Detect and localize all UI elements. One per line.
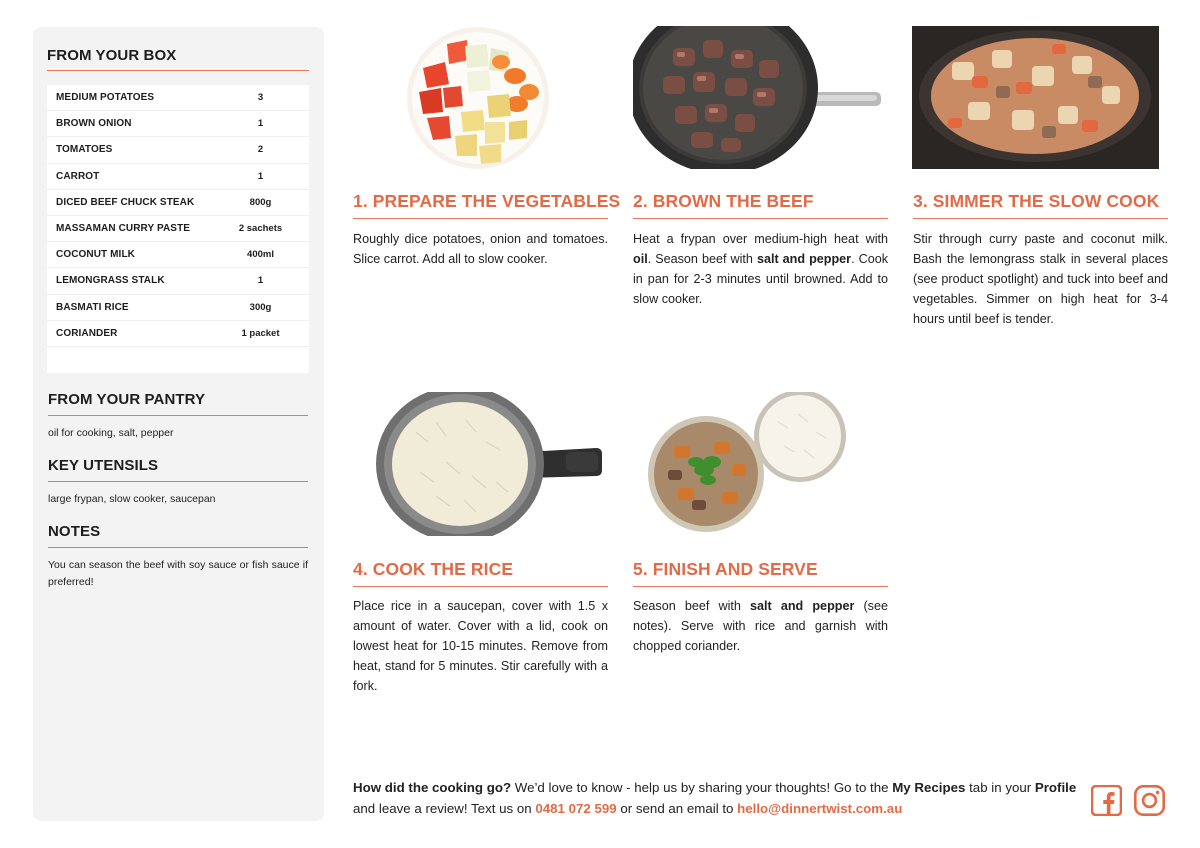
- sidebar: [33, 27, 324, 821]
- footer-text: We’d love to know - help us by sharing your thoughts! Go to the: [511, 780, 893, 795]
- ingredient-name: MASSAMAN CURRY PASTE: [56, 223, 191, 235]
- step-1-instructions: [353, 229, 608, 269]
- divider: [47, 70, 309, 71]
- rice-saucepan-photo: [376, 392, 602, 536]
- ingredient-name: TOMATOES: [56, 144, 113, 156]
- ingredient-qty: 1: [257, 170, 264, 182]
- ingredient-row: [47, 242, 309, 268]
- ingredient-row: [47, 190, 309, 216]
- divider: [353, 218, 608, 219]
- phone-link[interactable]: 0481 072 599: [535, 801, 617, 816]
- footer-text: and leave a review! Text us on: [353, 801, 536, 816]
- slow-cooker-photo: [912, 26, 1159, 169]
- ingredient-name: CARROT: [56, 170, 100, 182]
- step-text: Season beef with: [633, 599, 751, 613]
- step-3-instructions: [913, 229, 1168, 329]
- ingredient-qty: 2 sachets: [238, 223, 283, 235]
- ingredient-qty: 1 packet: [241, 327, 280, 339]
- step-text: Stir through curry paste and coconut milk. Bash the lemongrass stalk in several places (see product spotlight) and tuck into beef and vegetables. Simmer on high heat for 3-4 hours until beef is tender.: [913, 232, 1168, 326]
- divider: [48, 415, 308, 416]
- ingredient-row: [47, 164, 309, 190]
- ingredient-row: [47, 137, 309, 163]
- ingredient-qty: 3: [257, 92, 264, 104]
- ingredient-qty: 800g: [249, 196, 272, 208]
- ingredient-name: BASMATI RICE: [56, 301, 129, 313]
- beef-frypan-photo: [633, 26, 881, 169]
- ingredient-qty: 1: [257, 118, 264, 130]
- step-ingredient-emphasis: oil: [633, 252, 648, 266]
- ingredient-row: [47, 216, 309, 242]
- facebook-icon[interactable]: [1091, 785, 1122, 816]
- step-text: . Season beef with: [647, 252, 757, 266]
- step-ingredient-emphasis: salt and pepper: [750, 599, 855, 613]
- ingredient-qty: 400ml: [247, 249, 274, 261]
- my-recipes-link[interactable]: My Recipes: [892, 780, 966, 795]
- step-ingredient-emphasis: salt and pepper: [756, 252, 852, 266]
- notes-section: [48, 523, 308, 590]
- ingredient-row: [47, 321, 309, 347]
- step-4-title: 4. COOK THE RICE: [353, 559, 514, 579]
- from-your-box-section: [47, 47, 309, 71]
- chopped-vegetables-photo: [405, 26, 552, 170]
- ingredient-qty: 1: [257, 275, 264, 287]
- divider: [913, 218, 1168, 219]
- notes-text: You can season the beef with soy sauce or fish sauce if preferred!: [48, 559, 308, 588]
- ingredient-name: BROWN ONION: [56, 118, 132, 130]
- feedback-footer: [353, 777, 1078, 819]
- from-your-box-heading: FROM YOUR BOX: [47, 47, 177, 64]
- ingredient-name: COCONUT MILK: [56, 249, 135, 261]
- step-5-instructions: [633, 596, 888, 656]
- utensils-section: [48, 457, 308, 508]
- footer-text: tab in your: [965, 780, 1035, 795]
- ingredients-table: [47, 85, 309, 373]
- pantry-heading: FROM YOUR PANTRY: [48, 391, 206, 408]
- step-text: Roughly dice potatoes, onion and tomatoes. Slice carrot. Add all to slow cooker.: [353, 232, 608, 266]
- divider: [633, 218, 888, 219]
- notes-heading: NOTES: [48, 523, 101, 540]
- step-2-title: 2. BROWN THE BEEF: [633, 191, 814, 211]
- ingredient-qty: 2: [257, 144, 264, 156]
- ingredient-name: MEDIUM POTATOES: [56, 92, 155, 104]
- ingredient-name: CORIANDER: [56, 327, 118, 339]
- step-text: . Cook in pan for 2-3 minutes until browned. Add to slow cooker.: [633, 252, 889, 306]
- ingredient-row: [47, 295, 309, 321]
- step-3-title: 3. SIMMER THE SLOW COOK: [913, 191, 1160, 211]
- divider: [48, 481, 308, 482]
- profile-link[interactable]: Profile: [1034, 780, 1077, 795]
- email-link[interactable]: hello@dinnertwist.com.au: [737, 801, 903, 816]
- step-5-title: 5. FINISH AND SERVE: [633, 559, 818, 579]
- ingredient-qty: 300g: [249, 301, 272, 313]
- step-4-instructions: [353, 596, 608, 696]
- feedback-question: How did the cooking go?: [353, 780, 512, 795]
- instagram-icon[interactable]: [1134, 785, 1165, 816]
- curry-and-rice-photo: [648, 392, 848, 536]
- ingredient-row: [47, 268, 309, 294]
- pantry-text: oil for cooking, salt, pepper: [48, 427, 174, 439]
- step-2-instructions: [633, 229, 888, 309]
- ingredient-row: [47, 111, 309, 137]
- pantry-section: [48, 391, 308, 442]
- step-1-title: 1. PREPARE THE VEGETABLES: [353, 191, 621, 211]
- utensils-heading: KEY UTENSILS: [48, 457, 159, 474]
- divider: [353, 586, 608, 587]
- ingredient-row: [47, 85, 309, 111]
- divider: [48, 547, 308, 548]
- footer-text: or send an email to: [616, 801, 738, 816]
- step-text: (see notes). Serve with rice and garnish with chopped coriander.: [633, 599, 888, 653]
- step-text: Place rice in a saucepan, cover with 1.5 x amount of water. Cover with a lid, cook on lowest heat for 10-15 minutes. Remove from heat, stand for 5 minutes. Stir carefully with a fork.: [353, 599, 608, 693]
- ingredient-name: DICED BEEF CHUCK STEAK: [56, 196, 195, 208]
- step-text: Heat a frypan over medium-high heat with: [633, 232, 888, 246]
- ingredient-name: LEMONGRASS STALK: [56, 275, 165, 287]
- divider: [633, 586, 888, 587]
- utensils-text: large frypan, slow cooker, saucepan: [48, 493, 216, 505]
